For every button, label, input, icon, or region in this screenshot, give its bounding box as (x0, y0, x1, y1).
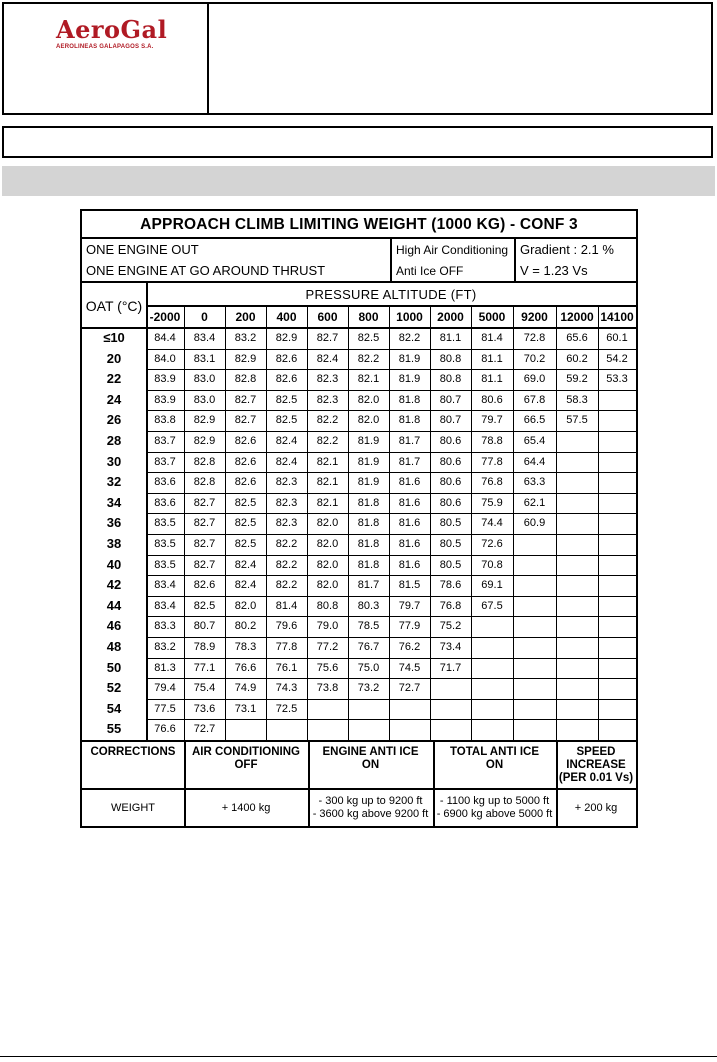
table-cell: 82.7 (193, 517, 216, 530)
table-cell: 63.3 (523, 476, 546, 489)
table-cell: 62.1 (523, 496, 546, 509)
table-cell: 75.0 (357, 661, 380, 674)
company-logo (56, 15, 168, 50)
table-cell: 74.9 (234, 682, 257, 695)
table-cell: 75.2 (439, 620, 462, 633)
oat-row-label: 55 (106, 721, 122, 737)
table-cell: 81.8 (398, 414, 421, 427)
table-cell: 72.8 (523, 332, 546, 344)
table-cell: 80.6 (439, 435, 462, 447)
altitude-column-header: 12000 (560, 310, 594, 324)
altitude-column-header: 2000 (437, 310, 464, 324)
table-cell: 78.6 (439, 579, 462, 592)
table-cell: 81.8 (357, 538, 380, 550)
oat-row-label: ≤10 (103, 330, 125, 345)
table-cell: 82.5 (275, 393, 298, 406)
table-cell: 82.5 (275, 414, 298, 427)
altitude-column-header: 200 (235, 310, 256, 324)
table-cell: 79.7 (481, 414, 503, 427)
table-cell: 83.5 (154, 558, 176, 571)
table-cell: 74.4 (481, 517, 503, 530)
row-divider (146, 513, 636, 514)
table-cell: 82.5 (193, 599, 216, 612)
table-cell: 83.4 (193, 332, 216, 344)
row-divider (146, 369, 636, 370)
table-cell: 82.3 (316, 373, 339, 386)
table-cell: 83.6 (154, 476, 176, 489)
conditions-divider-2 (514, 237, 516, 282)
condition-engine-out: ONE ENGINE OUT (86, 242, 199, 257)
table-cell: 82.3 (275, 517, 298, 530)
table-cell: 72.5 (275, 702, 298, 715)
table-cell: 83.4 (154, 579, 176, 592)
table-cell: 83.0 (193, 393, 216, 406)
row-divider (146, 472, 636, 473)
table-cell: 81.6 (398, 496, 421, 509)
table-cell: 80.8 (439, 352, 462, 365)
table-cell: 82.4 (275, 435, 298, 447)
table-cell: 79.0 (316, 620, 339, 633)
table-cell: 80.7 (439, 414, 462, 427)
table-cell: 82.7 (234, 414, 257, 427)
altitude-column-header: 600 (317, 310, 338, 324)
table-cell: 80.5 (439, 558, 462, 571)
table-cell: 73.1 (234, 702, 257, 715)
table-cell: 77.8 (275, 641, 298, 653)
correction-value: + 1400 kg (221, 801, 271, 814)
table-cell: 83.1 (193, 352, 216, 365)
oat-row-label: 32 (106, 474, 122, 490)
table-cell: 60.2 (566, 352, 588, 365)
table-cell: 80.6 (439, 496, 462, 509)
table-cell: 82.4 (275, 455, 298, 468)
table-cell: 80.6 (481, 393, 503, 406)
correction-value: - 1100 kg up to 5000 ft - 6900 kg above 5000 ft (436, 795, 553, 820)
table-cell: 82.2 (316, 435, 339, 447)
table-cell: 81.9 (398, 352, 421, 365)
document-header (2, 2, 713, 115)
table-cell: 80.6 (439, 476, 462, 489)
table-cell: 82.2 (275, 558, 298, 571)
table-cell: 79.6 (275, 620, 298, 633)
row-divider (146, 658, 636, 659)
table-cell: 59.2 (566, 373, 588, 386)
row-divider (146, 493, 636, 494)
table-cell: 82.1 (316, 455, 339, 468)
table-cell: 67.5 (481, 599, 503, 612)
table-cell: 80.8 (316, 599, 339, 612)
correction-header: ENGINE ANTI ICE ON (322, 746, 419, 771)
table-cell: 83.9 (154, 393, 176, 406)
table-cell: 78.5 (357, 620, 380, 633)
table-cell: 54.2 (606, 352, 628, 365)
table-cell: 82.5 (234, 496, 257, 509)
table-cell: 83.5 (154, 538, 176, 550)
altitude-column-header: 0 (201, 310, 208, 324)
altitude-column-header: 400 (276, 310, 297, 324)
table-cell: 82.0 (316, 579, 339, 592)
altitude-column-header: 1000 (396, 310, 423, 324)
table-cell: 81.9 (357, 476, 380, 489)
table-cell: 82.9 (234, 352, 257, 365)
table-cell: 81.6 (398, 476, 421, 489)
oat-row-label: 20 (106, 350, 122, 366)
section-band (2, 166, 715, 196)
row-divider (146, 534, 636, 535)
table-cell: 81.1 (439, 332, 462, 344)
table-cell: 77.9 (398, 620, 421, 633)
oat-row-label: 54 (106, 700, 122, 716)
correction-row-label: WEIGHT (111, 801, 155, 814)
oat-row-label: 48 (106, 639, 122, 654)
table-cell: 73.4 (439, 641, 462, 653)
table-cell: 82.4 (234, 579, 257, 592)
row-divider (146, 410, 636, 411)
row-divider (146, 349, 636, 350)
table-cell: 82.2 (275, 538, 298, 550)
table-cell: 76.2 (398, 641, 421, 653)
table-cell: 84.0 (154, 352, 176, 365)
table-cell: 73.8 (316, 682, 339, 695)
row-divider (146, 452, 636, 453)
table-cell: 80.6 (439, 455, 462, 468)
table-cell: 82.2 (357, 352, 380, 365)
table-cell: 80.7 (193, 620, 216, 633)
table-cell: 82.9 (275, 332, 298, 344)
row-divider (146, 616, 636, 617)
table-cell: 83.2 (154, 641, 176, 653)
table-cell: 82.3 (275, 476, 298, 489)
correction-header: AIR CONDITIONING OFF (192, 746, 300, 771)
table-cell: 81.4 (275, 599, 298, 612)
table-cell: 76.7 (357, 641, 380, 653)
table-cell: 82.7 (193, 558, 216, 571)
table-cell: 81.9 (357, 455, 380, 468)
table-cell: 82.1 (316, 496, 339, 509)
condition-gradient: Gradient : 2.1 % (520, 242, 614, 257)
table-cell: 81.8 (357, 517, 380, 530)
oat-row-label: 36 (106, 515, 122, 531)
oat-row-label: 26 (106, 412, 122, 428)
conditions-divider-1 (390, 237, 392, 282)
logo-text: AeroGal (56, 15, 168, 44)
table-cell: 81.4 (481, 332, 503, 344)
oat-row-label: 24 (106, 391, 122, 407)
table-cell: 81.7 (398, 435, 421, 447)
table-cell: 76.1 (275, 661, 298, 674)
oat-row-label: 46 (106, 618, 122, 634)
oat-row-label: 22 (106, 371, 122, 387)
table-cell: 81.1 (481, 373, 503, 386)
oat-header: OAT (°C) (85, 298, 143, 314)
table-cell: 60.9 (523, 517, 546, 530)
table-cell: 81.6 (398, 517, 421, 530)
table-cell: 69.0 (523, 373, 546, 386)
table-cell: 83.3 (154, 620, 176, 633)
table-cell: 82.0 (357, 393, 380, 406)
condition-air-conditioning: High Air Conditioning (396, 243, 509, 257)
table-cell: 82.4 (234, 558, 257, 571)
table-cell: 82.6 (234, 435, 257, 447)
table-cell: 82.5 (234, 517, 257, 530)
row-divider (146, 596, 636, 597)
table-cell: 66.5 (523, 414, 546, 427)
table-cell: 71.7 (439, 661, 462, 674)
table-cell: 82.5 (234, 538, 257, 550)
table-cell: 72.6 (481, 538, 503, 550)
table-cell: 75.6 (316, 661, 339, 674)
table-cell: 83.8 (154, 414, 176, 427)
table-cell: 83.7 (154, 435, 176, 447)
oat-row-label: 40 (106, 556, 122, 572)
table-cell: 82.3 (275, 496, 298, 509)
table-cell: 80.8 (439, 373, 462, 386)
table-cell: 81.8 (398, 393, 421, 406)
table-cell: 82.8 (193, 476, 216, 489)
table-cell: 78.3 (234, 641, 257, 653)
condition-speed: V = 1.23 Vs (520, 263, 588, 278)
table-cell: 77.5 (154, 702, 176, 715)
table-cell: 82.4 (316, 352, 339, 365)
table-cell: 82.2 (398, 332, 421, 344)
altitude-column-header: 9200 (521, 310, 548, 324)
table-cell: 79.7 (398, 599, 421, 612)
row-divider (146, 678, 636, 679)
table-cell: 82.9 (193, 414, 216, 427)
table-cell: 80.5 (439, 538, 462, 550)
table-cell: 76.6 (234, 661, 257, 674)
table-cell: 80.2 (234, 620, 257, 633)
table-cell: 75.4 (193, 682, 216, 695)
table-cell: 81.6 (398, 558, 421, 571)
table-cell: 82.3 (316, 393, 339, 406)
table-cell: 73.2 (357, 682, 380, 695)
oat-row-label: 28 (106, 433, 122, 448)
table-cell: 82.7 (316, 332, 339, 344)
table-cell: 57.5 (566, 414, 588, 427)
oat-row-label: 34 (106, 494, 122, 510)
table-cell: 81.6 (398, 538, 421, 550)
approach-climb-table (80, 209, 638, 828)
row-divider (146, 555, 636, 556)
table-cell: 83.0 (193, 373, 216, 386)
table-cell: 78.8 (481, 435, 503, 447)
logo-subtext: AEROLINEAS GALAPAGOS S.A. (56, 44, 154, 50)
table-cell: 77.8 (481, 455, 503, 468)
table-cell: 82.6 (234, 476, 257, 489)
table-cell: 74.3 (275, 682, 298, 695)
table-cell: 83.2 (234, 332, 257, 344)
oat-row-label: 50 (106, 659, 122, 675)
table-cell: 82.0 (316, 517, 339, 530)
table-cell: 76.6 (154, 723, 176, 736)
table-cell: 82.6 (234, 455, 257, 468)
altitude-column-header: 800 (358, 310, 379, 324)
table-cell: 76.8 (481, 476, 503, 489)
table-cell: 77.2 (316, 641, 339, 653)
table-cell: 64.4 (523, 455, 546, 468)
row-divider (146, 637, 636, 638)
table-cell: 80.5 (439, 517, 462, 530)
table-cell: 78.9 (193, 641, 216, 653)
header-divider (207, 4, 209, 113)
row-divider (146, 699, 636, 700)
oat-row-label: 38 (106, 536, 122, 551)
table-cell: 81.3 (154, 661, 176, 674)
table-cell: 81.7 (398, 455, 421, 468)
table-cell: 74.5 (398, 661, 421, 674)
table-cell: 82.7 (193, 538, 216, 550)
table-cell: 70.8 (481, 558, 503, 571)
table-cell: 83.7 (154, 455, 176, 468)
table-cell: 65.6 (566, 332, 588, 344)
table-cell: 82.1 (316, 476, 339, 489)
oat-row-label: 30 (106, 453, 122, 469)
correction-header: SPEED INCREASE (PER 0.01 Vs) (558, 746, 634, 784)
correction-value: + 200 kg (574, 801, 618, 814)
header-strip (2, 126, 713, 158)
table-cell: 79.4 (154, 682, 176, 695)
table-cell: 82.6 (275, 352, 298, 365)
oat-row-label: 52 (106, 680, 122, 696)
oat-row-label: 44 (106, 597, 122, 613)
table-cell: 82.0 (316, 538, 339, 550)
table-cell: 81.5 (398, 579, 421, 592)
table-cell: 70.2 (523, 352, 546, 365)
correction-header: TOTAL ANTI ICE ON (449, 746, 540, 771)
pressure-altitude-header: PRESSURE ALTITUDE (FT) (305, 287, 477, 302)
correction-value: - 300 kg up to 9200 ft - 3600 kg above 9200 ft (312, 795, 429, 820)
table-cell: 82.6 (275, 373, 298, 386)
table-cell: 83.9 (154, 373, 176, 386)
table-cell: 83.4 (154, 599, 176, 612)
table-cell: 82.8 (193, 455, 216, 468)
table-cell: 81.8 (357, 558, 380, 571)
table-cell: 81.8 (357, 496, 380, 509)
table-cell: 76.8 (439, 599, 462, 612)
footer-rule (0, 1056, 717, 1057)
table-cell: 82.2 (275, 579, 298, 592)
table-cell: 60.1 (606, 332, 628, 344)
table-cell: 75.9 (481, 496, 503, 509)
correction-header: CORRECTIONS (90, 746, 176, 758)
table-cell: 82.8 (234, 373, 257, 386)
table-cell: 82.1 (357, 373, 380, 386)
table-cell: 58.3 (566, 393, 588, 406)
table-cell: 69.1 (481, 579, 503, 592)
table-cell: 84.4 (154, 332, 176, 344)
table-cell: 82.0 (357, 414, 380, 427)
altitude-column-header: 14100 (600, 310, 634, 324)
conditions-bottom-rule (82, 281, 636, 283)
row-divider (146, 575, 636, 576)
table-cell: 73.6 (193, 702, 216, 715)
row-divider (146, 431, 636, 432)
table-cell: 82.2 (316, 414, 339, 427)
row-divider (146, 390, 636, 391)
table-cell: 83.5 (154, 517, 176, 530)
table-cell: 80.3 (357, 599, 380, 612)
table-cell: 81.9 (398, 373, 421, 386)
table-title: APPROACH CLIMB LIMITING WEIGHT (1000 KG) - CONF 3 (82, 211, 636, 239)
table-cell: 65.4 (523, 435, 546, 447)
table-cell: 72.7 (398, 682, 421, 695)
table-cell: 82.0 (316, 558, 339, 571)
table-cell: 81.9 (357, 435, 380, 447)
table-cell: 81.1 (481, 352, 503, 365)
condition-thrust: ONE ENGINE AT GO AROUND THRUST (86, 263, 326, 278)
row-divider (146, 719, 636, 720)
table-cell: 53.3 (606, 373, 628, 386)
altitude-column-header: 5000 (478, 310, 506, 324)
condition-anti-ice: Anti Ice OFF (396, 264, 464, 278)
table-cell: 82.6 (193, 579, 216, 592)
table-cell: 82.0 (234, 599, 257, 612)
table-cell: 82.7 (234, 393, 257, 406)
table-cell: 83.6 (154, 496, 176, 509)
table-cell: 82.7 (193, 496, 216, 509)
table-cell: 77.1 (193, 661, 216, 674)
table-cell: 82.5 (357, 332, 380, 344)
table-cell: 67.8 (523, 393, 546, 406)
table-cell: 72.7 (193, 723, 216, 736)
table-cell: 80.7 (439, 393, 462, 406)
table-cell: 81.7 (357, 579, 380, 592)
table-cell: 82.9 (193, 435, 216, 447)
altitude-column-header: -2000 (149, 310, 181, 324)
oat-row-label: 42 (106, 577, 122, 593)
